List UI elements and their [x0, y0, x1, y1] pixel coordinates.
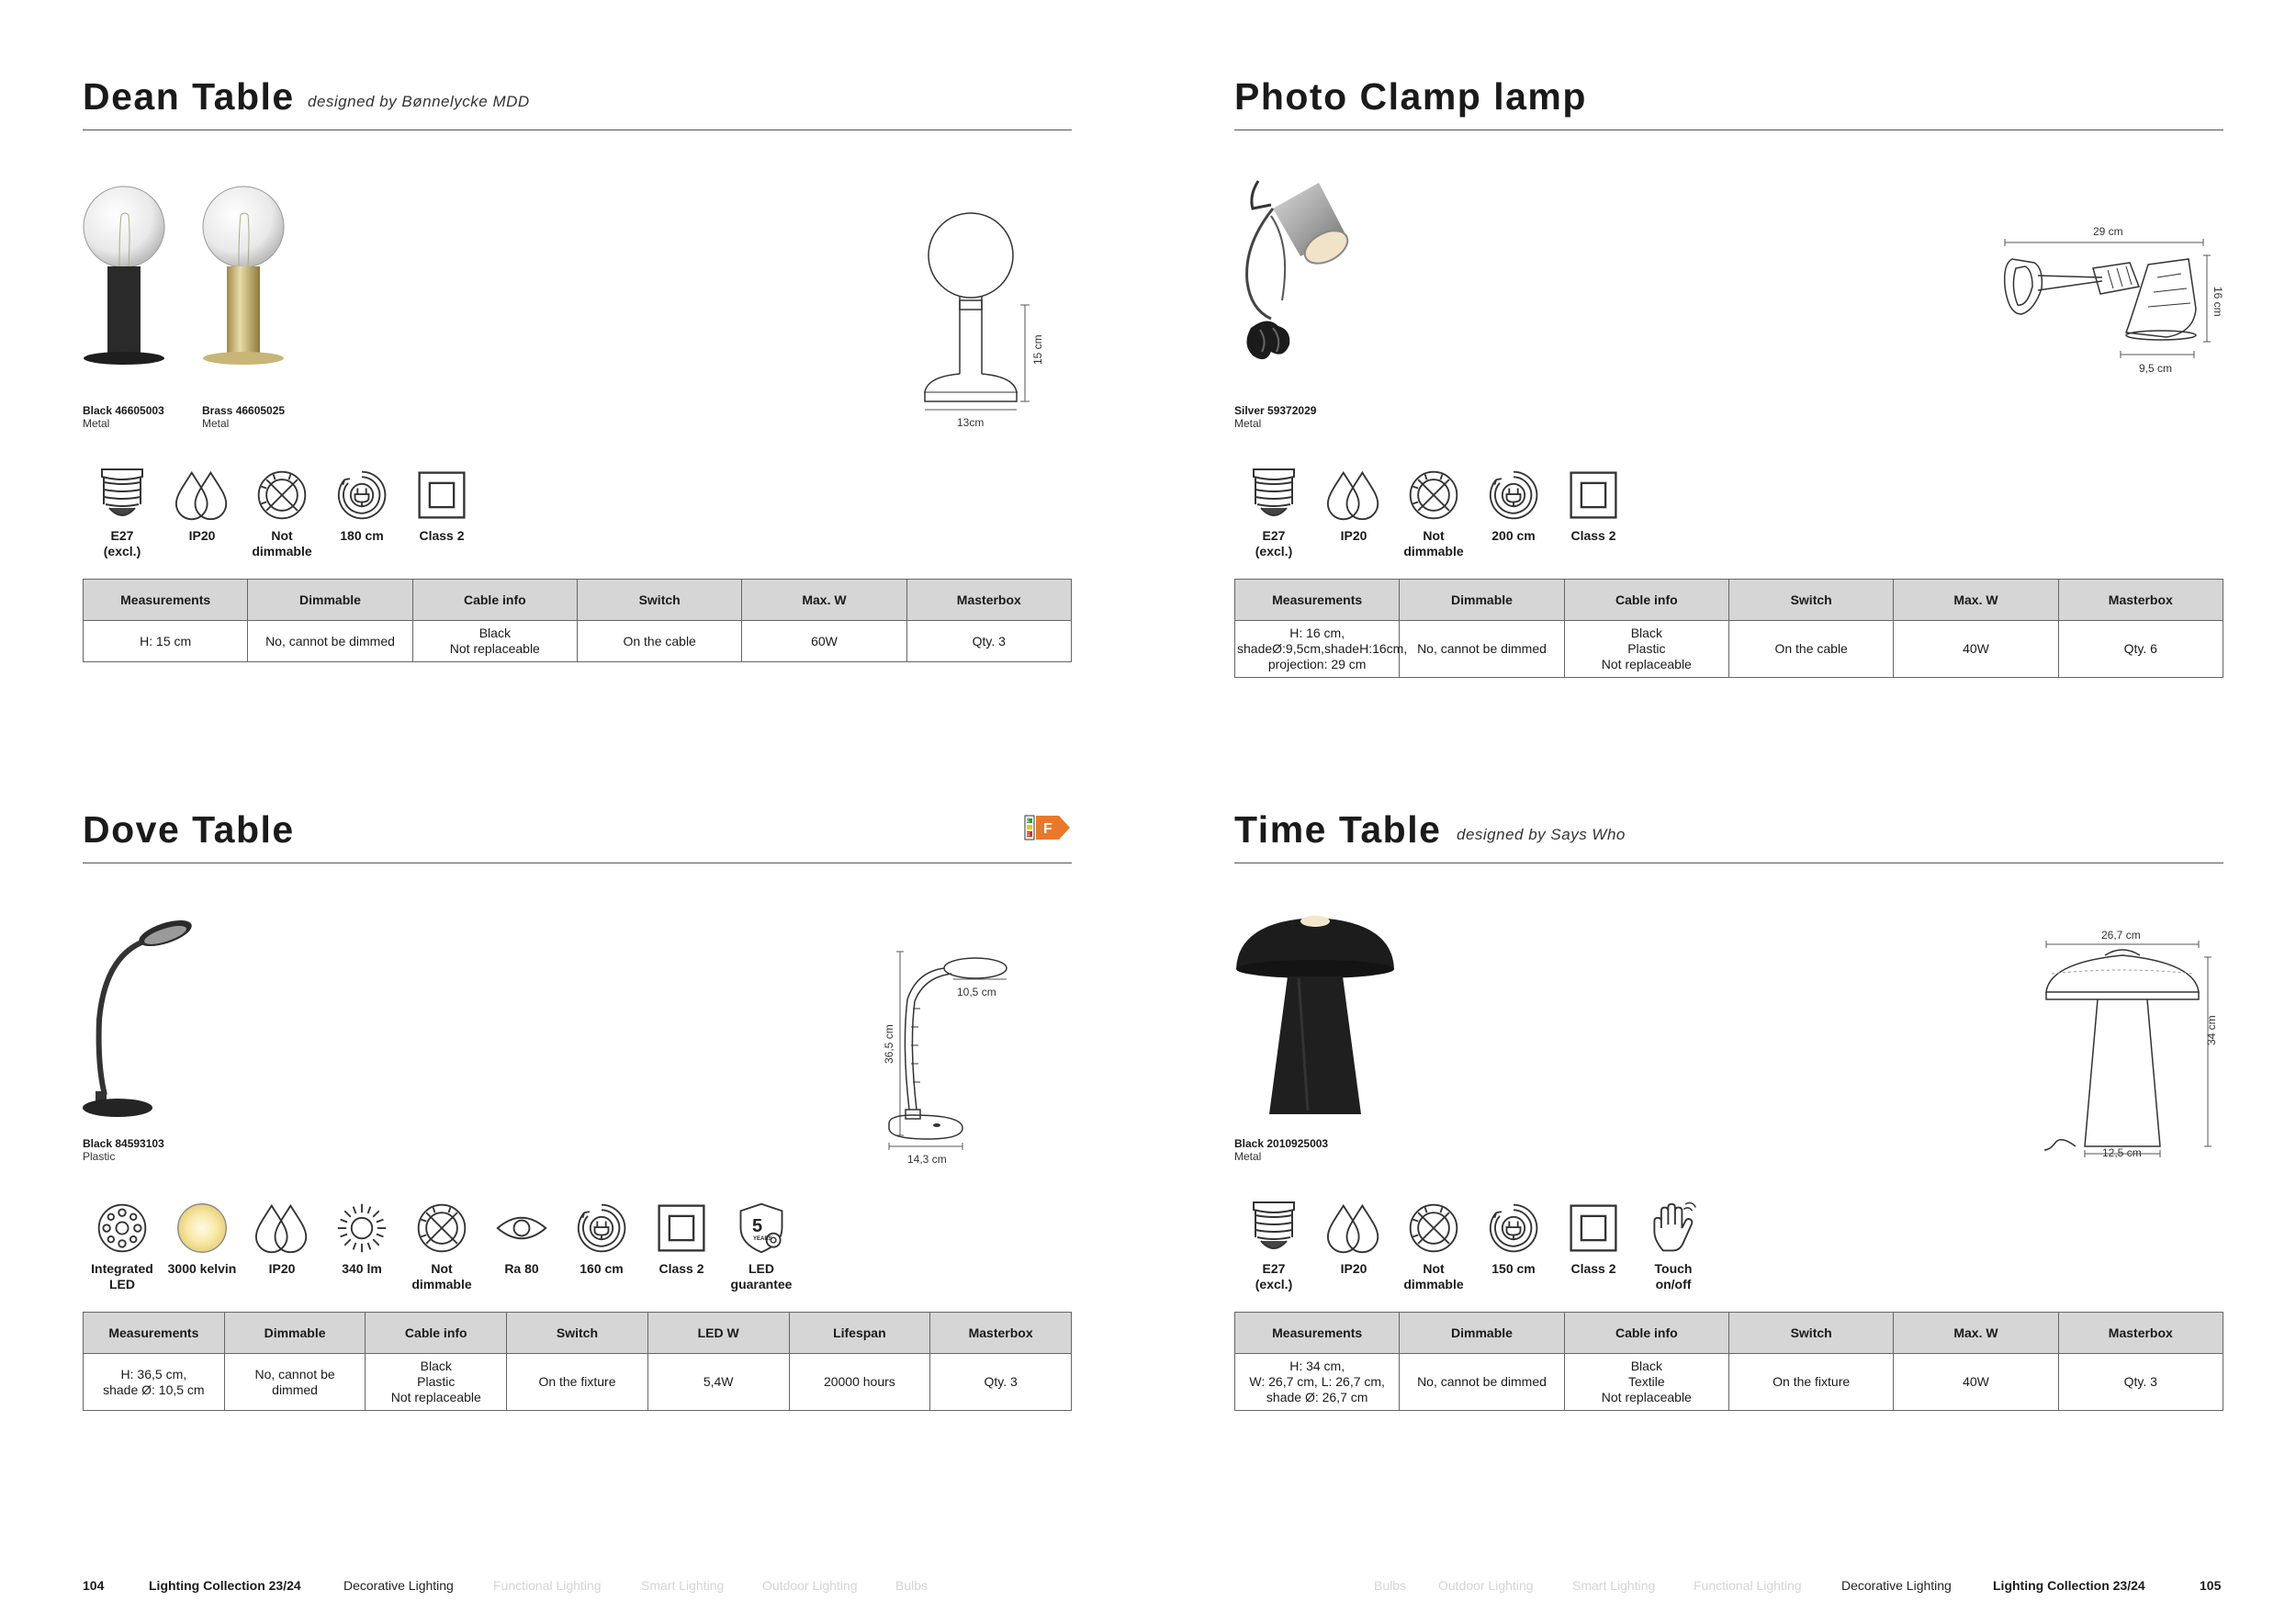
cable-length-icon	[1486, 1199, 1541, 1257]
spec-cable: 180 cm	[322, 466, 401, 544]
guarantee-shield-icon	[734, 1199, 789, 1257]
table-row: H: 15 cm No, cannot be dimmed Black Not replaceable On the cable 60W Qty. 3	[84, 621, 1072, 662]
class-2-icon	[1566, 1199, 1621, 1257]
table-row: H: 36,5 cm, shade Ø: 10,5 cm No, cannot be dimmed Black Plastic Not replaceable On the fixture 5,4W 20000 hours Qty. 3	[84, 1354, 1072, 1411]
water-drops-icon	[1326, 466, 1381, 524]
water-drops-icon	[174, 466, 230, 524]
product-dean-table	[83, 75, 1072, 672]
product-title: Dove Table	[83, 808, 295, 851]
class-2-icon	[654, 1199, 709, 1257]
spec-ip: IP20	[163, 466, 242, 544]
class-2-icon	[1566, 466, 1621, 524]
variant-name: Brass 46605025	[202, 404, 286, 417]
cable-length-icon	[1486, 466, 1541, 524]
eye-icon	[494, 1199, 549, 1257]
integrated-led-icon	[95, 1199, 150, 1257]
product-time-table	[1234, 808, 2223, 1415]
spec-table	[1234, 579, 2223, 678]
water-drops-icon	[1326, 1199, 1381, 1257]
footer-nav-bulbs[interactable]: Bulbs	[895, 1578, 929, 1593]
spec-icons	[83, 466, 634, 567]
cable-length-icon	[334, 466, 389, 524]
dimension-width: 26,7 cm	[2101, 929, 2141, 942]
spec-class: Class 2	[1554, 466, 1633, 544]
page-number: 105	[2200, 1578, 2222, 1593]
water-drops-icon	[254, 1199, 310, 1257]
photo-black-variant	[83, 915, 195, 1117]
not-dimmable-icon	[254, 466, 310, 524]
technical-drawing	[2001, 222, 2222, 406]
cable-length-icon	[574, 1199, 629, 1257]
energy-class: F	[1043, 821, 1052, 837]
spec-dimmable: Not dimmable	[402, 1199, 481, 1292]
variant-material: Metal	[202, 417, 230, 430]
product-designer: designed by Bønnelycke MDD	[308, 93, 530, 110]
page-number: 104	[83, 1578, 105, 1593]
energy-scale-bottom: G	[1026, 832, 1030, 838]
bulb-base-icon	[1246, 466, 1301, 524]
spec-kelvin: 3000 kelvin	[163, 1199, 242, 1277]
dimension-height: 34 cm	[2205, 1015, 2218, 1045]
variant-name: Black 2010925003	[1234, 1137, 1329, 1150]
spec-led: Integrated LED	[83, 1199, 162, 1292]
spec-table-header: Measurements Dimmable Cable info Switch Max. W Masterbox	[1235, 580, 2223, 621]
footer-nav-functional[interactable]: Functional Lighting	[1694, 1578, 1802, 1593]
product-title: Photo Clamp lamp	[1234, 75, 1587, 118]
spec-class: Class 2	[402, 466, 481, 544]
product-photos	[83, 186, 303, 388]
spec-class: Class 2	[1554, 1199, 1633, 1277]
footer-nav-functional[interactable]: Functional Lighting	[493, 1578, 602, 1593]
svg-text:YEARS: YEARS	[753, 1236, 772, 1242]
warm-light-icon	[174, 1199, 230, 1257]
product-photos	[83, 919, 202, 1121]
variant-silver	[1234, 404, 1316, 430]
spec-table-header: Measurements Dimmable Cable info Switch Max. W Masterbox	[1235, 1313, 2223, 1354]
dimension-width: 13cm	[957, 416, 985, 429]
spec-socket: E27 (excl.)	[1234, 1199, 1313, 1292]
spec-dimmable: Not dimmable	[242, 466, 321, 559]
spec-ip: IP20	[1314, 1199, 1393, 1277]
photo-brass-variant	[203, 186, 284, 365]
photo-black-variant	[84, 186, 164, 365]
technical-drawing	[872, 944, 1056, 1165]
variant-brass	[202, 404, 285, 430]
bulb-base-icon	[1246, 1199, 1301, 1257]
spec-ip: IP20	[1314, 466, 1393, 544]
product-header	[83, 808, 1072, 863]
spec-icons	[1234, 1199, 1877, 1300]
bulb-base-icon	[95, 466, 150, 524]
variant-material: Plastic	[83, 1150, 116, 1163]
technical-drawing	[909, 213, 1047, 438]
product-photos	[1234, 914, 1400, 1121]
spec-table	[83, 579, 1072, 662]
class-2-icon	[414, 466, 469, 524]
photo-silver-variant	[1246, 181, 1353, 359]
dimension-head: 10,5 cm	[957, 986, 996, 998]
variant-name: Black 84593103	[83, 1137, 164, 1150]
table-row: H: 34 cm, W: 26,7 cm, L: 26,7 cm, shade Ø: 26,7 cm No, cannot be dimmed Black Textile Not replaceable On the fixture 40W Qty. 3	[1235, 1354, 2223, 1411]
variant-material: Metal	[83, 417, 110, 430]
product-dove-table	[83, 808, 1072, 1415]
footer-nav-bulbs[interactable]: Bulbs	[1374, 1578, 1407, 1593]
product-header	[1234, 808, 2223, 863]
variant-name: Black 46605003	[83, 404, 164, 417]
spec-class: Class 2	[642, 1199, 721, 1277]
collection-title: Lighting Collection 23/24	[149, 1578, 301, 1593]
spec-table-header: Measurements Dimmable Cable info Switch Max. W Masterbox	[84, 580, 1072, 621]
spec-icons	[83, 1199, 1001, 1300]
spec-ip: IP20	[242, 1199, 321, 1277]
footer-nav-decorative[interactable]: Decorative Lighting	[343, 1578, 454, 1593]
variant-material: Metal	[1234, 1150, 1262, 1163]
photo-black-variant	[1236, 916, 1394, 1114]
not-dimmable-icon	[414, 1199, 469, 1257]
footer-nav-outdoor[interactable]: Outdoor Lighting	[762, 1578, 858, 1593]
spec-ra: Ra 80	[482, 1199, 561, 1277]
energy-label-badge	[1024, 814, 1072, 841]
product-designer: designed by Says Who	[1457, 826, 1626, 843]
variant-black	[83, 1137, 164, 1163]
product-header	[1234, 75, 2223, 130]
variant-material: Metal	[1234, 417, 1262, 430]
energy-scale-top: A	[1026, 818, 1030, 825]
spec-guarantee: 5 YEARS LED guarantee	[722, 1199, 801, 1292]
footer-nav-smart[interactable]: Smart Lighting	[1572, 1578, 1656, 1593]
touch-hand-icon	[1646, 1199, 1701, 1257]
dimension-height: 15 cm	[1031, 334, 1044, 365]
spec-dimmable: Not dimmable	[1394, 466, 1473, 559]
variant-name: Silver 59372029	[1234, 404, 1317, 417]
spec-table	[1234, 1312, 2223, 1411]
dimension-height: 36,5 cm	[883, 1024, 895, 1064]
svg-text:5: 5	[752, 1216, 763, 1236]
spec-touch: Touch on/off	[1634, 1199, 1713, 1292]
spec-table-header: Measurements Dimmable Cable info Switch LED W Lifespan Masterbox	[84, 1313, 1072, 1354]
collection-title: Lighting Collection 23/24	[1993, 1578, 2145, 1593]
dimension-height: 16 cm	[2212, 287, 2224, 317]
footer-nav-outdoor[interactable]: Outdoor Lighting	[1438, 1578, 1534, 1593]
dimension-base: 12,5 cm	[2102, 1146, 2142, 1159]
footer-nav-decorative[interactable]: Decorative Lighting	[1841, 1578, 1952, 1593]
table-row: H: 16 cm, shadeØ:9,5cm,shadeH:16cm, projection: 29 cm No, cannot be dimmed Black Plastic Not replaceable On the cable 40W Qty. 6	[1235, 621, 2223, 678]
spec-icons	[1234, 466, 1785, 567]
spec-cable: 150 cm	[1474, 1199, 1553, 1277]
footer-nav-smart[interactable]: Smart Lighting	[641, 1578, 725, 1593]
not-dimmable-icon	[1406, 1199, 1461, 1257]
spec-socket: E27 (excl.)	[1234, 466, 1313, 559]
spec-socket: E27 (excl.)	[83, 466, 162, 559]
product-photo-clamp-lamp	[1234, 75, 2223, 672]
spec-cable: 160 cm	[562, 1199, 641, 1277]
spec-table	[83, 1312, 1072, 1411]
product-title: Dean Table	[83, 75, 295, 118]
product-header	[83, 75, 1072, 130]
technical-drawing	[2043, 926, 2223, 1160]
spec-dimmable: Not dimmable	[1394, 1199, 1473, 1292]
product-photos	[1234, 172, 1363, 392]
spec-cable: 200 cm	[1474, 466, 1553, 544]
product-title: Time Table	[1234, 808, 1442, 851]
dimension-base: 14,3 cm	[907, 1153, 947, 1166]
spec-lumen: 340 lm	[322, 1199, 401, 1277]
variant-black	[83, 404, 164, 430]
dimension-width: 29 cm	[2093, 225, 2123, 238]
variant-black	[1234, 1137, 1328, 1163]
not-dimmable-icon	[1406, 466, 1461, 524]
dimension-depth: 9,5 cm	[2139, 362, 2173, 375]
sun-icon	[334, 1199, 389, 1257]
